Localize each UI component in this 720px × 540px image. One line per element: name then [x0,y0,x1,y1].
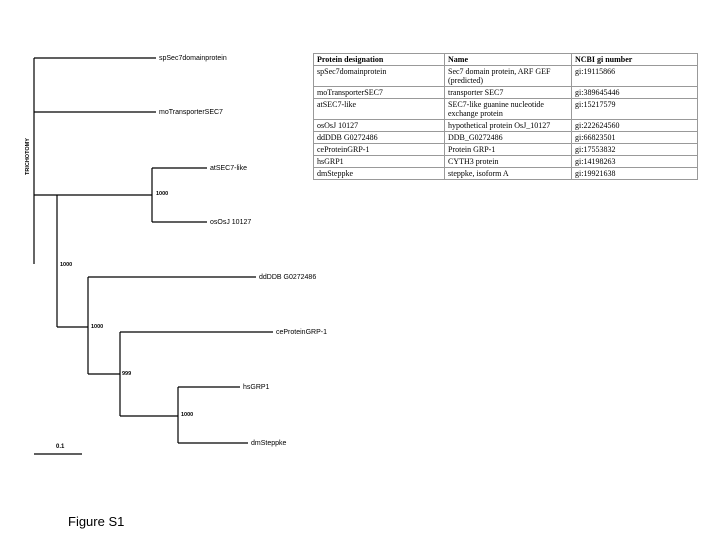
cell-name: CYTH3 protein [445,156,572,168]
leaf-label-dddb: ddDDB G0272486 [259,274,317,281]
cell-gi: gi:15217579 [572,99,698,120]
cell-name: hypothetical protein OsJ_10127 [445,120,572,132]
trichotomy-label: TRICHOTOMY [25,138,31,175]
cell-gi: gi:66823501 [572,132,698,144]
table-row [314,156,698,168]
leaf-label-ososj: osOsJ 10127 [210,219,252,226]
cell-designation: ddDDB G0272486 [314,132,445,144]
cell-gi: gi:19921638 [572,168,698,180]
leaf-label-ceprotein: ceProteinGRP-1 [276,329,327,336]
table-header-row [314,54,698,66]
cell-designation: hsGRP1 [314,156,445,168]
header-name: Name [445,54,572,66]
cell-name: Sec7 domain protein, ARF GEF (predicted) [445,66,572,87]
cell-name: SEC7-like guanine nucleotide exchange protein [445,99,572,120]
bootstrap-hs-dm: 1000 [181,412,194,418]
cell-designation: atSEC7-like [314,99,445,120]
table-row [314,120,698,132]
cell-designation: osOsJ 10127 [314,120,445,132]
cell-name: steppke, isoform A [445,168,572,180]
cell-designation: dmSteppke [314,168,445,180]
leaf-label-dmsteppke: dmSteppke [251,440,287,447]
table-row [314,168,698,180]
cell-gi: gi:389645446 [572,87,698,99]
protein-table [313,53,698,180]
cell-gi: gi:222624560 [572,120,698,132]
leaf-label-spsec7: spSec7domainprotein [159,55,227,62]
cell-designation: spSec7domainprotein [314,66,445,87]
bootstrap-dd-group: 1000 [91,324,104,330]
header-ncbi-gi-number: NCBI gi number [572,54,698,66]
cell-gi: gi:17553832 [572,144,698,156]
cell-name: transporter SEC7 [445,87,572,99]
table-row [314,87,698,99]
leaf-label-atsec7: atSEC7-like [210,165,247,172]
leaf-label-motransporter: moTransporterSEC7 [159,109,223,116]
cell-designation: moTransporterSEC7 [314,87,445,99]
bootstrap-at-os: 1000 [156,191,169,197]
figure-caption: Figure S1 [68,514,125,529]
table-row [314,132,698,144]
cell-name: Protein GRP-1 [445,144,572,156]
cell-name: DDB_G0272486 [445,132,572,144]
table-row [314,99,698,120]
cell-gi: gi:19115866 [572,66,698,87]
cell-designation: ceProteinGRP-1 [314,144,445,156]
bootstrap-root: 1000 [60,262,73,268]
scale-bar-label: 0.1 [56,444,65,450]
table-row [314,144,698,156]
bootstrap-ce-group: 999 [122,371,132,377]
table-row [314,66,698,87]
cell-gi: gi:14198263 [572,156,698,168]
leaf-label-hsgrp1: hsGRP1 [243,384,270,391]
header-protein-designation: Protein designation [314,54,445,66]
